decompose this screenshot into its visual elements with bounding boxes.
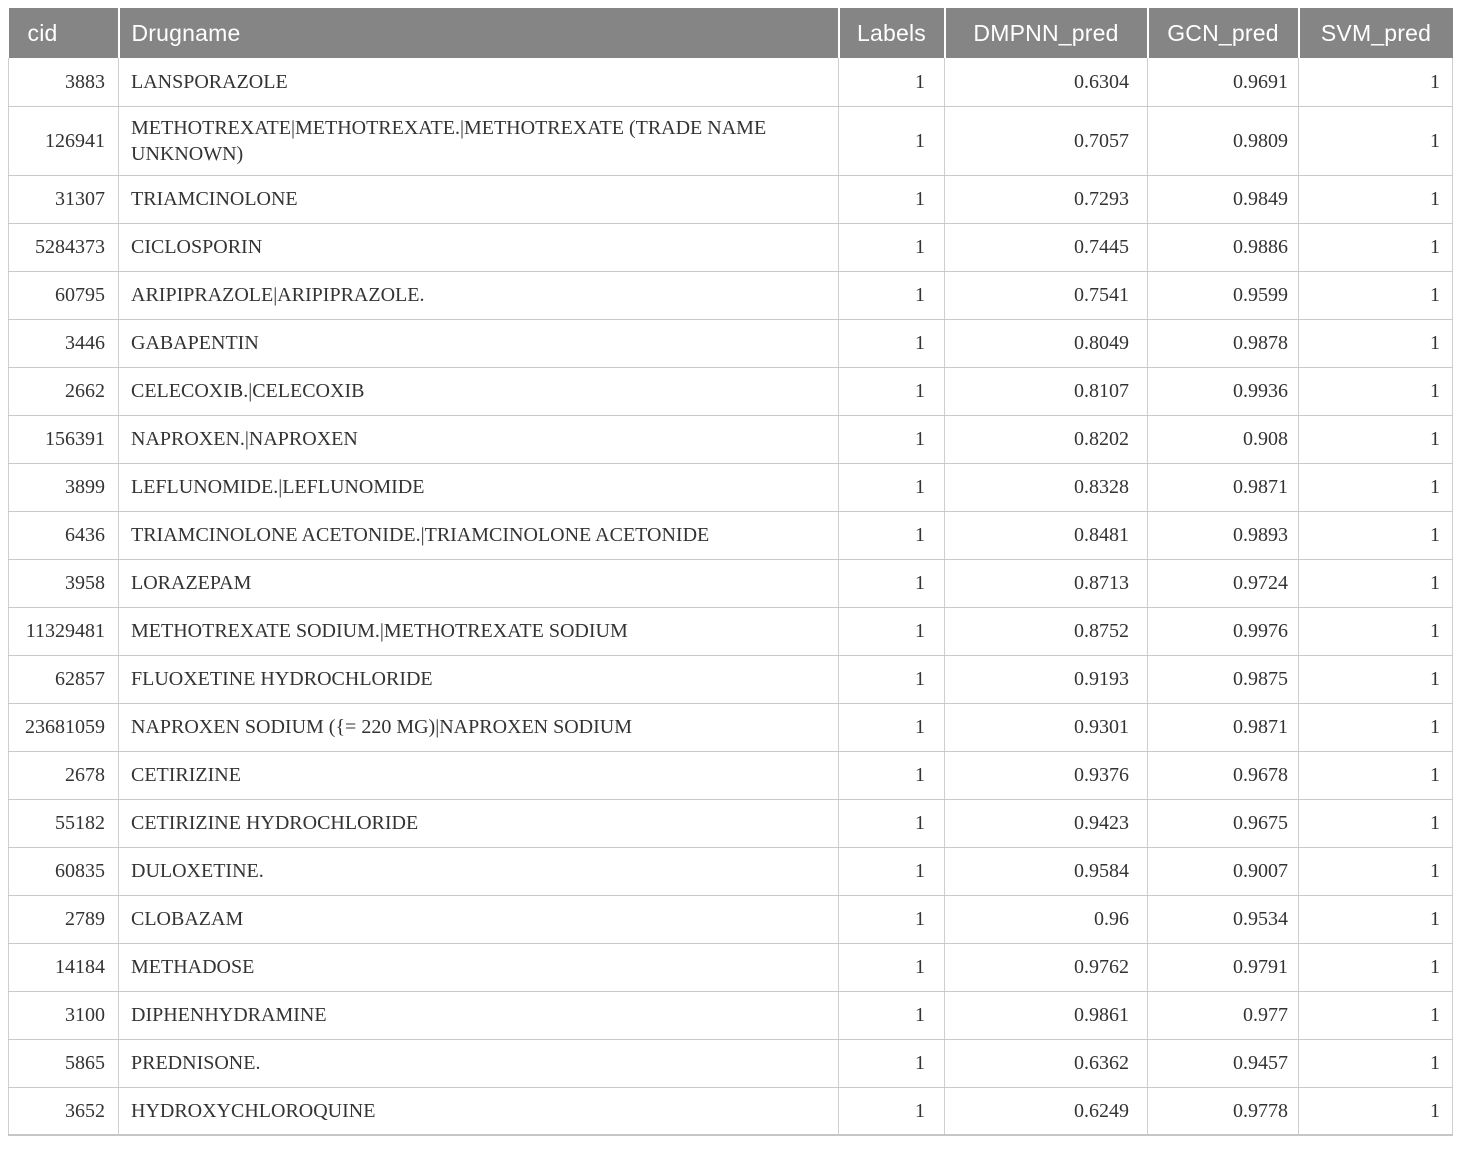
cell-cid: 3883 bbox=[9, 58, 119, 106]
column-header-dmpnn-pred: DMPNN_pred bbox=[945, 8, 1148, 58]
cell-cid: 156391 bbox=[9, 415, 119, 463]
cell-labels: 1 bbox=[839, 415, 945, 463]
cell-svm-pred: 1 bbox=[1299, 1087, 1453, 1135]
column-header-drugname: Drugname bbox=[119, 8, 839, 58]
cell-dmpnn-pred: 0.8049 bbox=[945, 319, 1148, 367]
table-row bbox=[9, 463, 1453, 511]
cell-dmpnn-pred: 0.6304 bbox=[945, 58, 1148, 106]
cell-gcn-pred: 0.9457 bbox=[1148, 1039, 1299, 1087]
cell-drugname: METHADOSE bbox=[119, 943, 839, 991]
cell-dmpnn-pred: 0.8481 bbox=[945, 511, 1148, 559]
cell-svm-pred: 1 bbox=[1299, 223, 1453, 271]
cell-drugname: DIPHENHYDRAMINE bbox=[119, 991, 839, 1039]
cell-dmpnn-pred: 0.9861 bbox=[945, 991, 1148, 1039]
cell-gcn-pred: 0.9875 bbox=[1148, 655, 1299, 703]
cell-labels: 1 bbox=[839, 847, 945, 895]
cell-drugname: CETIRIZINE HYDROCHLORIDE bbox=[119, 799, 839, 847]
table-row bbox=[9, 271, 1453, 319]
table-row bbox=[9, 223, 1453, 271]
cell-svm-pred: 1 bbox=[1299, 991, 1453, 1039]
cell-svm-pred: 1 bbox=[1299, 175, 1453, 223]
cell-dmpnn-pred: 0.96 bbox=[945, 895, 1148, 943]
cell-dmpnn-pred: 0.7293 bbox=[945, 175, 1148, 223]
cell-gcn-pred: 0.9778 bbox=[1148, 1087, 1299, 1135]
cell-gcn-pred: 0.9724 bbox=[1148, 559, 1299, 607]
cell-cid: 60795 bbox=[9, 271, 119, 319]
column-header-labels: Labels bbox=[839, 8, 945, 58]
cell-dmpnn-pred: 0.9193 bbox=[945, 655, 1148, 703]
cell-dmpnn-pred: 0.9301 bbox=[945, 703, 1148, 751]
cell-gcn-pred: 0.9886 bbox=[1148, 223, 1299, 271]
cell-svm-pred: 1 bbox=[1299, 463, 1453, 511]
table-row bbox=[9, 655, 1453, 703]
cell-svm-pred: 1 bbox=[1299, 607, 1453, 655]
cell-svm-pred: 1 bbox=[1299, 367, 1453, 415]
cell-dmpnn-pred: 0.7541 bbox=[945, 271, 1148, 319]
table-row bbox=[9, 895, 1453, 943]
cell-labels: 1 bbox=[839, 511, 945, 559]
cell-drugname: CELECOXIB.|CELECOXIB bbox=[119, 367, 839, 415]
cell-drugname: NAPROXEN.|NAPROXEN bbox=[119, 415, 839, 463]
cell-cid: 31307 bbox=[9, 175, 119, 223]
cell-gcn-pred: 0.9849 bbox=[1148, 175, 1299, 223]
cell-drugname: TRIAMCINOLONE ACETONIDE.|TRIAMCINOLONE ACETONIDE bbox=[119, 511, 839, 559]
table-row bbox=[9, 607, 1453, 655]
cell-gcn-pred: 0.9893 bbox=[1148, 511, 1299, 559]
cell-drugname: METHOTREXATE SODIUM.|METHOTREXATE SODIUM bbox=[119, 607, 839, 655]
cell-cid: 2678 bbox=[9, 751, 119, 799]
column-header-gcn-pred: GCN_pred bbox=[1148, 8, 1299, 58]
cell-dmpnn-pred: 0.9376 bbox=[945, 751, 1148, 799]
table-row bbox=[9, 751, 1453, 799]
cell-gcn-pred: 0.9691 bbox=[1148, 58, 1299, 106]
cell-labels: 1 bbox=[839, 655, 945, 703]
cell-cid: 126941 bbox=[9, 106, 119, 175]
cell-labels: 1 bbox=[839, 559, 945, 607]
table-row bbox=[9, 991, 1453, 1039]
cell-dmpnn-pred: 0.7057 bbox=[945, 106, 1148, 175]
table-row bbox=[9, 319, 1453, 367]
table-row bbox=[9, 1087, 1453, 1135]
cell-dmpnn-pred: 0.8752 bbox=[945, 607, 1148, 655]
cell-cid: 14184 bbox=[9, 943, 119, 991]
cell-gcn-pred: 0.9007 bbox=[1148, 847, 1299, 895]
table-header bbox=[9, 8, 1453, 58]
cell-svm-pred: 1 bbox=[1299, 895, 1453, 943]
table-row bbox=[9, 415, 1453, 463]
cell-labels: 1 bbox=[839, 223, 945, 271]
cell-cid: 2662 bbox=[9, 367, 119, 415]
cell-cid: 3899 bbox=[9, 463, 119, 511]
cell-svm-pred: 1 bbox=[1299, 799, 1453, 847]
cell-dmpnn-pred: 0.6362 bbox=[945, 1039, 1148, 1087]
column-header-svm-pred: SVM_pred bbox=[1299, 8, 1453, 58]
table-row bbox=[9, 703, 1453, 751]
table-row bbox=[9, 175, 1453, 223]
cell-drugname: NAPROXEN SODIUM ({= 220 MG)|NAPROXEN SODIUM bbox=[119, 703, 839, 751]
cell-gcn-pred: 0.9791 bbox=[1148, 943, 1299, 991]
cell-dmpnn-pred: 0.8713 bbox=[945, 559, 1148, 607]
cell-cid: 62857 bbox=[9, 655, 119, 703]
table-header-row bbox=[9, 8, 1453, 58]
cell-gcn-pred: 0.9534 bbox=[1148, 895, 1299, 943]
cell-svm-pred: 1 bbox=[1299, 559, 1453, 607]
cell-dmpnn-pred: 0.9423 bbox=[945, 799, 1148, 847]
cell-cid: 11329481 bbox=[9, 607, 119, 655]
cell-dmpnn-pred: 0.8107 bbox=[945, 367, 1148, 415]
cell-dmpnn-pred: 0.6249 bbox=[945, 1087, 1148, 1135]
cell-svm-pred: 1 bbox=[1299, 319, 1453, 367]
cell-svm-pred: 1 bbox=[1299, 1039, 1453, 1087]
table-row bbox=[9, 58, 1453, 106]
cell-gcn-pred: 0.9675 bbox=[1148, 799, 1299, 847]
cell-svm-pred: 1 bbox=[1299, 58, 1453, 106]
cell-gcn-pred: 0.977 bbox=[1148, 991, 1299, 1039]
cell-drugname: GABAPENTIN bbox=[119, 319, 839, 367]
cell-dmpnn-pred: 0.9762 bbox=[945, 943, 1148, 991]
cell-labels: 1 bbox=[839, 367, 945, 415]
cell-labels: 1 bbox=[839, 1039, 945, 1087]
table-row bbox=[9, 943, 1453, 991]
cell-svm-pred: 1 bbox=[1299, 943, 1453, 991]
table-row bbox=[9, 559, 1453, 607]
cell-dmpnn-pred: 0.8328 bbox=[945, 463, 1148, 511]
cell-cid: 3652 bbox=[9, 1087, 119, 1135]
cell-gcn-pred: 0.9871 bbox=[1148, 463, 1299, 511]
cell-drugname: LORAZEPAM bbox=[119, 559, 839, 607]
cell-drugname: CICLOSPORIN bbox=[119, 223, 839, 271]
cell-gcn-pred: 0.9599 bbox=[1148, 271, 1299, 319]
table-row bbox=[9, 511, 1453, 559]
cell-drugname: LEFLUNOMIDE.|LEFLUNOMIDE bbox=[119, 463, 839, 511]
cell-labels: 1 bbox=[839, 463, 945, 511]
table-row bbox=[9, 847, 1453, 895]
cell-cid: 5284373 bbox=[9, 223, 119, 271]
cell-svm-pred: 1 bbox=[1299, 703, 1453, 751]
cell-cid: 3958 bbox=[9, 559, 119, 607]
column-header-cid: cid bbox=[9, 8, 119, 58]
cell-drugname: HYDROXYCHLOROQUINE bbox=[119, 1087, 839, 1135]
cell-labels: 1 bbox=[839, 991, 945, 1039]
cell-drugname: CETIRIZINE bbox=[119, 751, 839, 799]
cell-cid: 2789 bbox=[9, 895, 119, 943]
cell-labels: 1 bbox=[839, 799, 945, 847]
cell-cid: 5865 bbox=[9, 1039, 119, 1087]
cell-drugname: ARIPIPRAZOLE|ARIPIPRAZOLE. bbox=[119, 271, 839, 319]
cell-gcn-pred: 0.9878 bbox=[1148, 319, 1299, 367]
cell-labels: 1 bbox=[839, 703, 945, 751]
cell-drugname: FLUOXETINE HYDROCHLORIDE bbox=[119, 655, 839, 703]
cell-dmpnn-pred: 0.8202 bbox=[945, 415, 1148, 463]
cell-cid: 60835 bbox=[9, 847, 119, 895]
drug-prediction-table bbox=[8, 8, 1453, 1136]
cell-cid: 6436 bbox=[9, 511, 119, 559]
cell-cid: 23681059 bbox=[9, 703, 119, 751]
cell-svm-pred: 1 bbox=[1299, 271, 1453, 319]
cell-gcn-pred: 0.9936 bbox=[1148, 367, 1299, 415]
cell-svm-pred: 1 bbox=[1299, 415, 1453, 463]
cell-dmpnn-pred: 0.7445 bbox=[945, 223, 1148, 271]
cell-gcn-pred: 0.9809 bbox=[1148, 106, 1299, 175]
cell-labels: 1 bbox=[839, 607, 945, 655]
cell-labels: 1 bbox=[839, 1087, 945, 1135]
cell-drugname: DULOXETINE. bbox=[119, 847, 839, 895]
cell-svm-pred: 1 bbox=[1299, 655, 1453, 703]
cell-svm-pred: 1 bbox=[1299, 751, 1453, 799]
cell-labels: 1 bbox=[839, 751, 945, 799]
cell-labels: 1 bbox=[839, 319, 945, 367]
cell-gcn-pred: 0.9678 bbox=[1148, 751, 1299, 799]
cell-labels: 1 bbox=[839, 895, 945, 943]
cell-drugname: LANSPORAZOLE bbox=[119, 58, 839, 106]
cell-cid: 3100 bbox=[9, 991, 119, 1039]
table-row bbox=[9, 367, 1453, 415]
cell-gcn-pred: 0.9871 bbox=[1148, 703, 1299, 751]
cell-dmpnn-pred: 0.9584 bbox=[945, 847, 1148, 895]
cell-cid: 55182 bbox=[9, 799, 119, 847]
cell-drugname: METHOTREXATE|METHOTREXATE.|METHOTREXATE (TRADE NAME UNKNOWN) bbox=[119, 106, 839, 175]
cell-cid: 3446 bbox=[9, 319, 119, 367]
cell-gcn-pred: 0.9976 bbox=[1148, 607, 1299, 655]
cell-drugname: PREDNISONE. bbox=[119, 1039, 839, 1087]
table-row bbox=[9, 1039, 1453, 1087]
cell-labels: 1 bbox=[839, 58, 945, 106]
cell-labels: 1 bbox=[839, 943, 945, 991]
cell-drugname: TRIAMCINOLONE bbox=[119, 175, 839, 223]
cell-labels: 1 bbox=[839, 175, 945, 223]
table-row bbox=[9, 106, 1453, 175]
cell-labels: 1 bbox=[839, 106, 945, 175]
drug-prediction-table-container bbox=[8, 8, 1452, 1136]
cell-svm-pred: 1 bbox=[1299, 511, 1453, 559]
cell-gcn-pred: 0.908 bbox=[1148, 415, 1299, 463]
cell-labels: 1 bbox=[839, 271, 945, 319]
table-body bbox=[9, 58, 1453, 1135]
cell-svm-pred: 1 bbox=[1299, 106, 1453, 175]
cell-drugname: CLOBAZAM bbox=[119, 895, 839, 943]
table-row bbox=[9, 799, 1453, 847]
cell-svm-pred: 1 bbox=[1299, 847, 1453, 895]
